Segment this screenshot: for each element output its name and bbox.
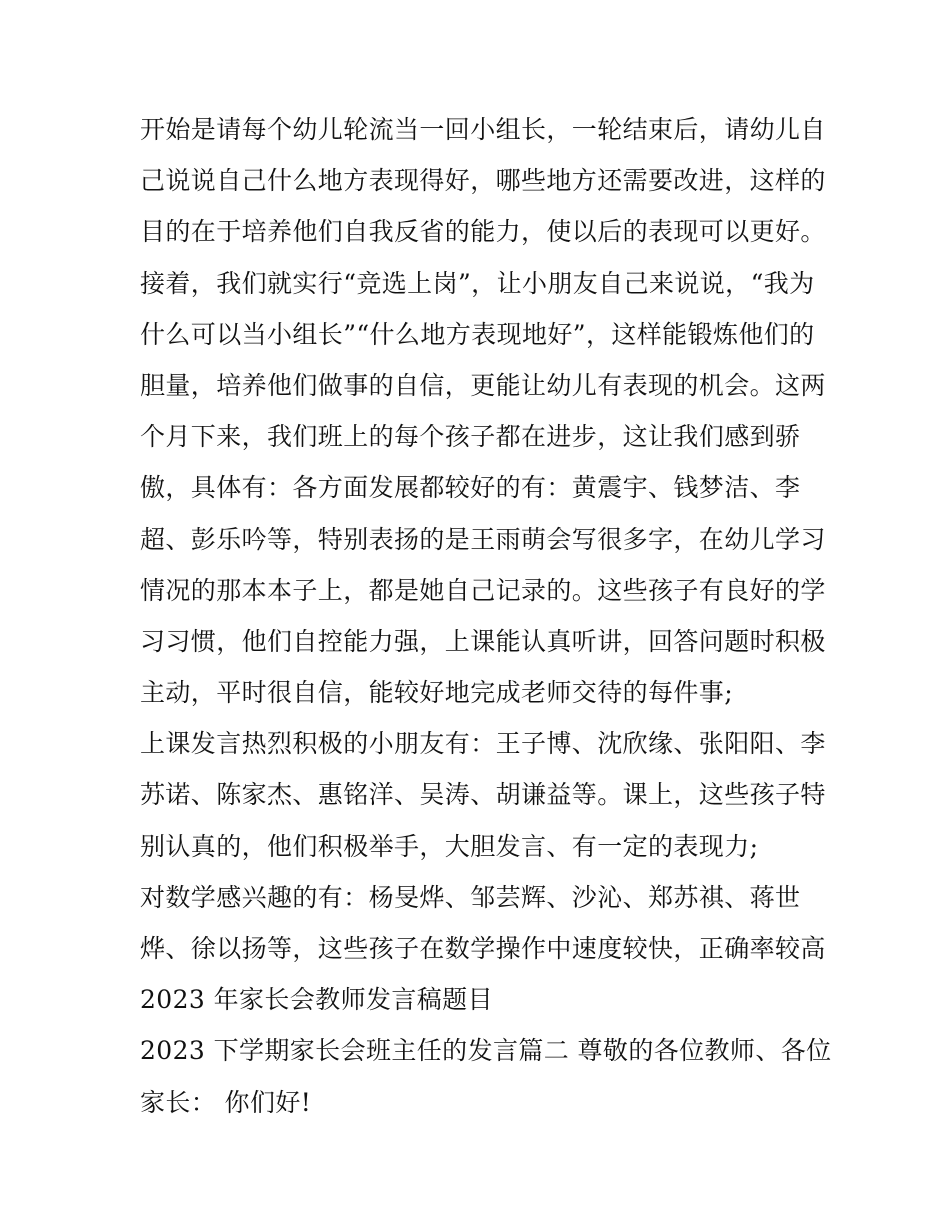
text-line-15: 别认真的，他们积极举手，大胆发言、有一定的表现力; [140, 831, 759, 861]
heading-line-18: 2023 年家长会教师发言稿题目 [140, 985, 493, 1015]
text-line-20: 家长： 你们好! [140, 1087, 312, 1117]
text-line-17: 烨、徐以扬等，这些孩子在数学操作中速度较快，正确率较高 [140, 934, 826, 963]
text-line-16: 对数学感兴趣的有：杨旻烨、邹芸辉、沙沁、郑苏祺、蒋世 [140, 882, 801, 912]
text-line-2: 己说说自己什么地方表现得好，哪些地方还需要改进，这样的 [140, 166, 826, 196]
text-line-14: 苏诺、陈家杰、惠铭洋、吴涛、胡谦益等。课上，这些孩子特 [140, 780, 826, 810]
text-line-7: 个月下来，我们班上的每个孩子都在进步，这让我们感到骄 [140, 422, 801, 452]
text-line-9: 超、彭乐吟等，特别表扬的是王雨萌会写很多字，在幼儿学习 [140, 524, 826, 554]
text-line-12: 主动，平时很自信，能较好地完成老师交待的每件事; [140, 678, 734, 708]
text-line-19: 2023 下学期家长会班主任的发言篇二 尊敬的各位教师、各位 [140, 1036, 832, 1066]
text-line-13: 上课发言热烈积极的小朋友有：王子博、沈欣缘、张阳阳、李 [140, 729, 826, 759]
text-line-11: 习习惯，他们自控能力强，上课能认真听讲，回答问题时积极 [140, 626, 826, 656]
text-line-8: 傲，具体有：各方面发展都较好的有：黄震宇、钱梦洁、李 [140, 473, 801, 503]
text-line-3: 目的在于培养他们自我反省的能力，使以后的表现可以更好。 [140, 217, 826, 247]
document-body [140, 104, 832, 1128]
text-line-4: 接着，我们就实行“竞选上岗”，让小朋友自己来说说，“我为 [140, 268, 815, 298]
text-line-5: 什么可以当小组长”“什么地方表现地好”，这样能锻炼他们的 [140, 319, 815, 349]
text-line-10: 情况的那本本子上，都是她自己记录的。这些孩子有良好的学 [140, 575, 826, 605]
text-line-6: 胆量，培养他们做事的自信，更能让幼儿有表现的机会。这两 [140, 370, 826, 400]
text-line-1: 开始是请每个幼儿轮流当一回小组长，一轮结束后，请幼儿自 [140, 115, 826, 144]
